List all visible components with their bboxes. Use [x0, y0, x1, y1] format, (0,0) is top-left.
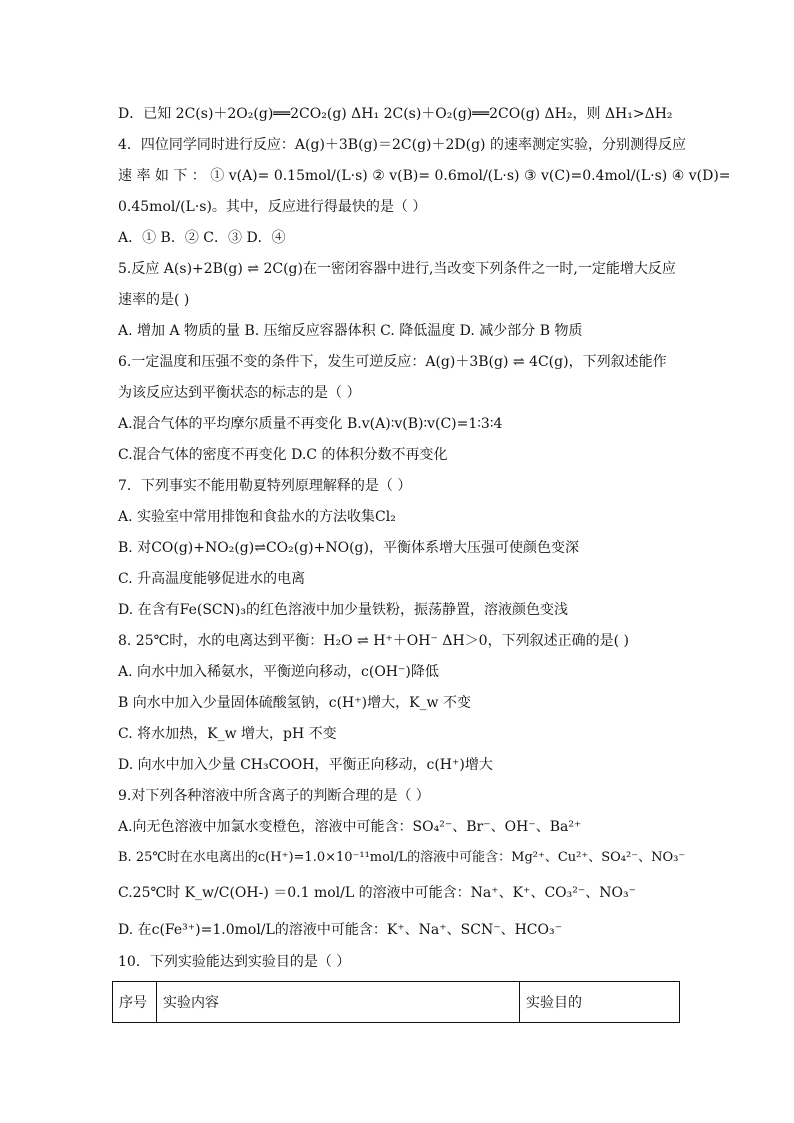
question-7-option-d: D. 在含有Fe(SCN)₃的红色溶液中加少量铁粉，振荡静置，溶液颜色变浅	[118, 602, 568, 618]
question-4-line-1: 4．四位同学同时进行反应：A(g)＋3B(g)＝2C(g)＋2D(g) 的速率测定实验，分别测得反应	[118, 137, 686, 153]
question-4-options: A．① B．② C．③ D．④	[118, 230, 286, 246]
table-header-row	[113, 982, 680, 1023]
question-9-option-a: A.向无色溶液中加氯水变橙色，溶液中可能含：SO₄²⁻、Br⁻、OH⁻、Ba²⁺	[118, 819, 582, 835]
question-4-line-3: 0.45mol/(L·s)。其中，反应进行得最快的是（ ）	[118, 199, 427, 215]
question-10-stem: 10．下列实验能达到实验目的是（ ）	[118, 954, 351, 970]
question-8-option-a: A. 向水中加入稀氨水，平衡逆向移动，c(OH⁻)降低	[118, 664, 439, 680]
question-8-option-c: C. 将水加热，K_w 增大，pH 不变	[118, 726, 337, 742]
question-9-option-d: D. 在c(Fe³⁺)=1.0mol/L的溶液中可能含：K⁺、Na⁺、SCN⁻、HCO₃⁻	[118, 922, 562, 938]
header-purpose: 实验目的	[520, 982, 680, 1023]
question-6-options-ab: A.混合气体的平均摩尔质量不再变化 B.v(A)∶v(B)∶v(C)=1∶3∶4	[118, 416, 503, 432]
question-5-line-2: 速率的是( )	[118, 292, 190, 308]
question-9-option-b: B. 25℃时在水电离出的c(H⁺)=1.0×10⁻¹¹mol/L的溶液中可能含：Mg²⁺、Cu²⁺、SO₄²⁻、NO₃⁻	[118, 850, 686, 865]
question-8-stem: 8. 25℃时，水的电离达到平衡：H₂O ⇌ H⁺＋OH⁻ ΔH＞0，下列叙述正确的是( )	[118, 633, 629, 649]
question-7-option-b: B. 对CO(g)+NO₂(g)⇌CO₂(g)+NO(g)，平衡体系增大压强可使颜色变深	[118, 540, 579, 556]
question-9-stem: 9.对下列各种溶液中所含离子的判断合理的是（ ）	[118, 788, 430, 804]
question-7-option-a: A. 实验室中常用排饱和食盐水的方法收集Cl₂	[118, 509, 396, 525]
question-4-line-2: 速 率 如 下 ： ① v(A)= 0.15mol/(L·s) ② v(B)= 0.6mol/(L·s) ③ v(C)=0.4mol/(L·s) ④ v(D)=	[118, 168, 731, 184]
header-index: 序号	[113, 982, 157, 1023]
question-8-option-b: B 向水中加入少量固体硫酸氢钠，c(H⁺)增大，K_w 不变	[118, 695, 471, 711]
question-7-stem: 7．下列事实不能用勒夏特列原理解释的是（ ）	[118, 478, 412, 494]
question-6-line-1: 6.一定温度和压强不变的条件下，发生可逆反应：A(g)＋3B(g) ⇌ 4C(g)，下列叙述能作	[118, 354, 667, 370]
experiment-table	[112, 981, 680, 1023]
question-9-option-c: C.25℃时 K_w/C(OH-) ＝0.1 mol/L 的溶液中可能含：Na⁺、K⁺、CO₃²⁻、NO₃⁻	[118, 885, 636, 901]
option-4d-line: D．已知 2C(s)＋2O₂(g)══2CO₂(g) ΔH₁ 2C(s)＋O₂(g)══2CO(g) ΔH₂，则 ΔH₁>ΔH₂	[118, 106, 673, 122]
question-8-option-d: D. 向水中加入少量 CH₃COOH，平衡正向移动，c(H⁺)增大	[118, 757, 493, 773]
question-6-options-cd: C.混合气体的密度不再变化 D.C 的体积分数不再变化	[118, 447, 448, 463]
question-5-line-1: 5.反应 A(s)+2B(g) ⇌ 2C(g)在一密闭容器中进行,当改变下列条件之一时,一定能增大反应	[118, 261, 676, 277]
question-5-options: A. 增加 A 物质的量 B. 压缩反应容器体积 C. 降低温度 D. 减少部分 B 物质	[118, 323, 583, 339]
header-content: 实验内容	[157, 982, 520, 1023]
question-6-line-2: 为该反应达到平衡状态的标志的是（ ）	[118, 385, 361, 401]
question-7-option-c: C. 升高温度能够促进水的电离	[118, 571, 306, 587]
